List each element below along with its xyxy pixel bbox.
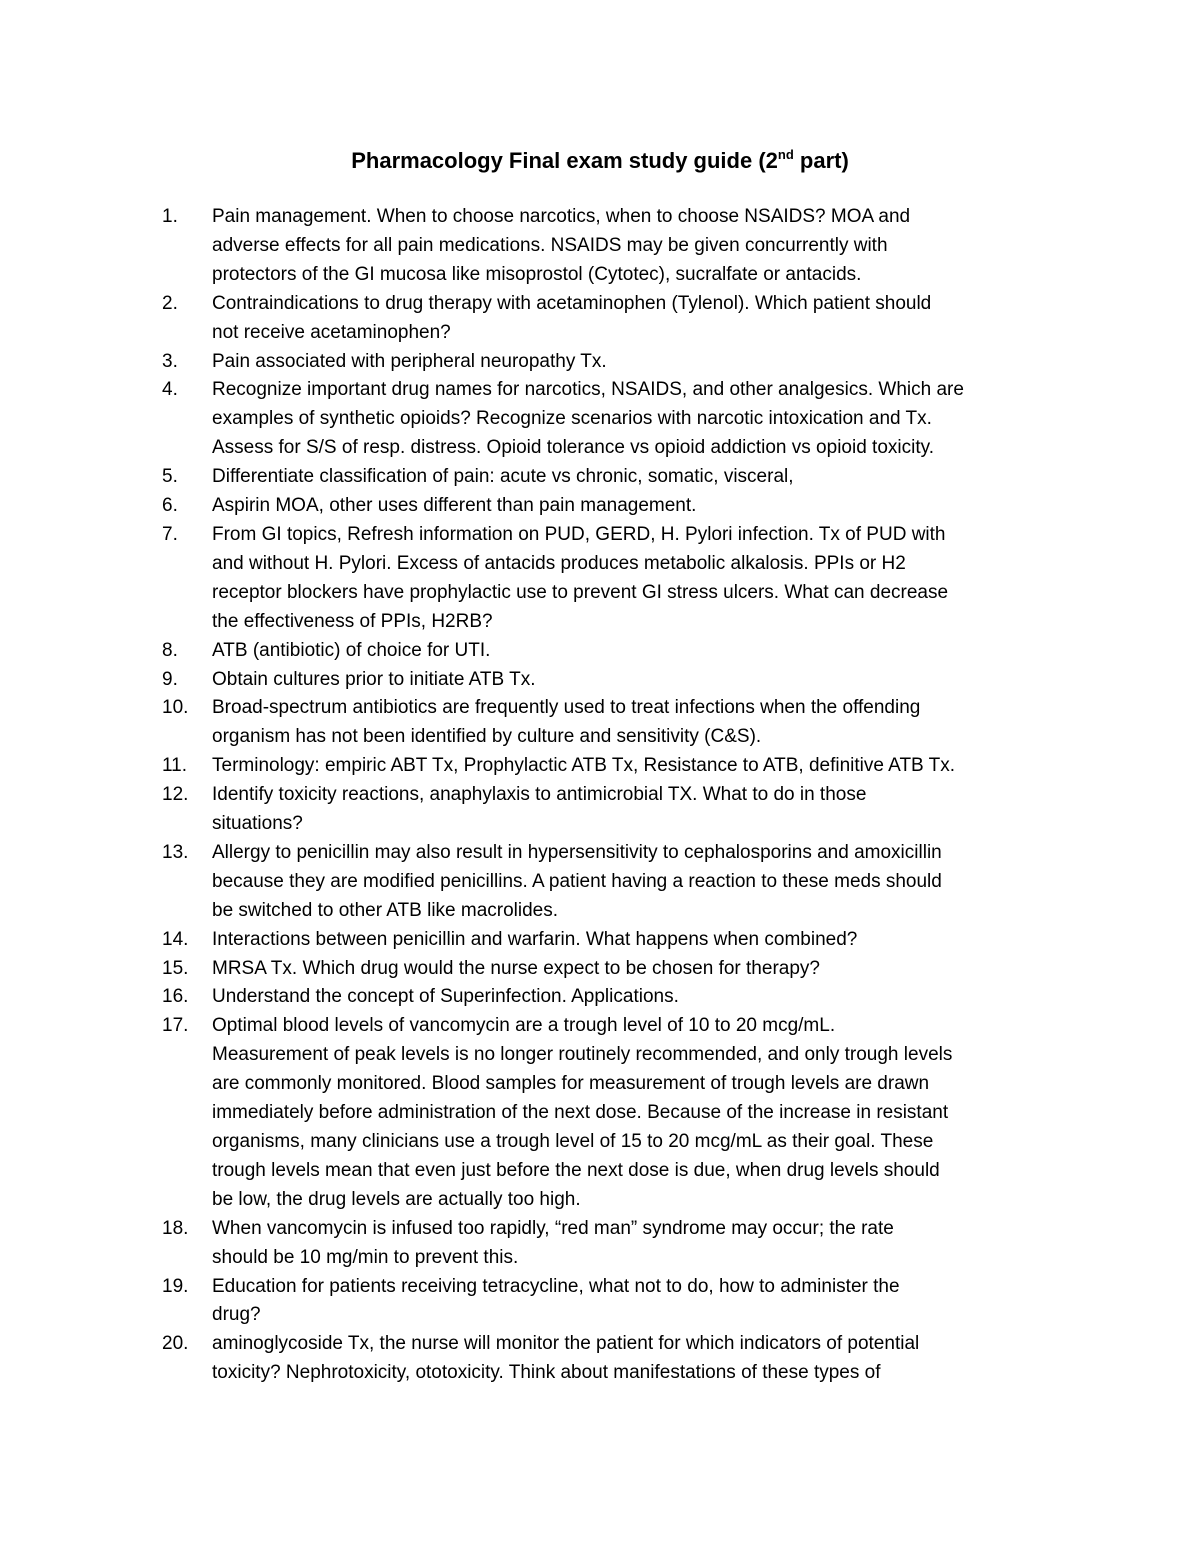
item-text: Interactions between penicillin and warfarin. What happens when combined? [212,928,858,950]
list-item [162,348,1062,377]
list-item [162,637,1062,666]
list-item [162,1273,1062,1331]
list-item [162,492,1062,521]
item-text: Differentiate classification of pain: acute vs chronic, somatic, visceral, [212,466,794,488]
list-item [162,376,1062,463]
list-item [162,290,1062,348]
list-item [162,521,1062,637]
item-number: 20. [162,1333,189,1355]
item-number: 14. [162,928,189,950]
item-text: Pain associated with peripheral neuropathy Tx. [212,350,607,372]
item-text: Allergy to penicillin may also result in hypersensitivity to cephalosporins and amoxicillin because they are modified penicillins. A patient having a reaction to these meds should be switched to other ATB like macrolides. [212,841,942,921]
item-number: 18. [162,1217,189,1239]
item-number: 1. [162,206,178,227]
item-text: Obtain cultures prior to initiate ATB Tx. [212,668,536,690]
list-item [162,781,1062,839]
list-item [162,203,1062,290]
item-text: Identify toxicity reactions, anaphylaxis to antimicrobial TX. What to do in those situations? [212,784,867,835]
item-text: Education for patients receiving tetracycline, what not to do, how to administer the drug? [212,1275,900,1326]
item-text: When vancomycin is infused too rapidly, “red man” syndrome may occur; the rate should be 10 mg/min to prevent this. [212,1217,894,1268]
item-number: 13. [162,841,189,863]
item-number: 16. [162,986,189,1008]
item-number: 2. [162,292,178,314]
item-number: 19. [162,1275,189,1297]
list-item [162,1012,1062,1214]
list-item [162,983,1062,1012]
list-item [162,752,1062,781]
item-text: Pain management. When to choose narcotics, when to choose NSAIDS? MOA and adverse effects for all pain medications. NSAIDS may be given concurrently with protectors of the GI mucosa like misoprostol (Cytotec), sucralfate or antacids. [212,206,911,285]
item-text: Broad-spectrum antibiotics are frequently used to treat infections when the offending organism has not been identified by culture and sensitivity (C&S). [212,697,921,748]
item-number: 17. [162,1015,189,1037]
list-item [162,955,1062,984]
item-number: 5. [162,466,178,488]
item-text: From GI topics, Refresh information on PUD, GERD, H. Pylori infection. Tx of PUD with and without H. Pylori. Excess of antacids produces metabolic alkalosis. PPIs or H2 receptor blockers have prophylactic use to prevent GI stress ulcers. What can decrease the effectiveness of PPIs, H2RB? [212,523,949,632]
item-number: 8. [162,639,178,661]
title-superscript: nd [777,147,794,162]
item-text: aminoglycoside Tx, the nurse will monitor the patient for which indicators of potential toxicity? Nephrotoxicity, ototoxicity. Think about manifestations of these types of [212,1333,920,1384]
list-item [162,839,1062,926]
item-number: 6. [162,495,178,517]
item-number: 4. [162,379,178,401]
item-text: Understand the concept of Superinfection. Applications. [212,986,679,1008]
list-item [162,463,1062,492]
item-number: 15. [162,957,189,979]
item-text: Aspirin MOA, other uses different than pain management. [212,495,697,517]
page-title [0,146,1200,176]
list-item [162,926,1062,955]
list-item [162,1215,1062,1273]
item-text: Contraindications to drug therapy with acetaminophen (Tylenol). Which patient should not receive acetaminophen? [212,292,932,343]
list-item [162,694,1062,752]
item-number: 9. [162,668,178,690]
item-number: 10. [162,697,189,719]
title-end: part) [793,148,849,173]
study-guide-list [162,203,1062,1388]
item-text: ATB (antibiotic) of choice for UTI. [212,639,491,661]
list-item [162,666,1062,695]
title-main: Pharmacology Final exam study guide (2 [351,148,778,173]
item-number: 7. [162,523,178,545]
item-text: Terminology: empiric ABT Tx, Prophylactic ATB Tx, Resistance to ATB, definitive ATB Tx. [212,755,956,777]
item-text: Recognize important drug names for narcotics, NSAIDS, and other analgesics. Which are examples of synthetic opioids? Recognize scenarios with narcotic intoxication and Tx. Assess for S/S of resp. distress. Opioid tolerance vs opioid addiction vs opioid toxicity. [212,379,964,459]
item-number: 11. [162,755,188,777]
item-number: 12. [162,784,189,806]
item-text: Optimal blood levels of vancomycin are a trough level of 10 to 20 mcg/mL. Measurement of peak levels is no longer routinely recommended, and only trough levels are commonly monitored. Blood samples for measurement of trough levels are drawn immediately before administration of the next dose. Because of the increase in resistant organisms, many clinicians use a trough level of 15 to 20 mcg/mL as their goal. These trough levels mean that even just before the next dose is due, when drug levels should be low, the drug levels are actually too high. [212,1015,953,1210]
item-number: 3. [162,350,178,372]
list-item [162,1330,1062,1388]
item-text: MRSA Tx. Which drug would the nurse expect to be chosen for therapy? [212,957,820,979]
